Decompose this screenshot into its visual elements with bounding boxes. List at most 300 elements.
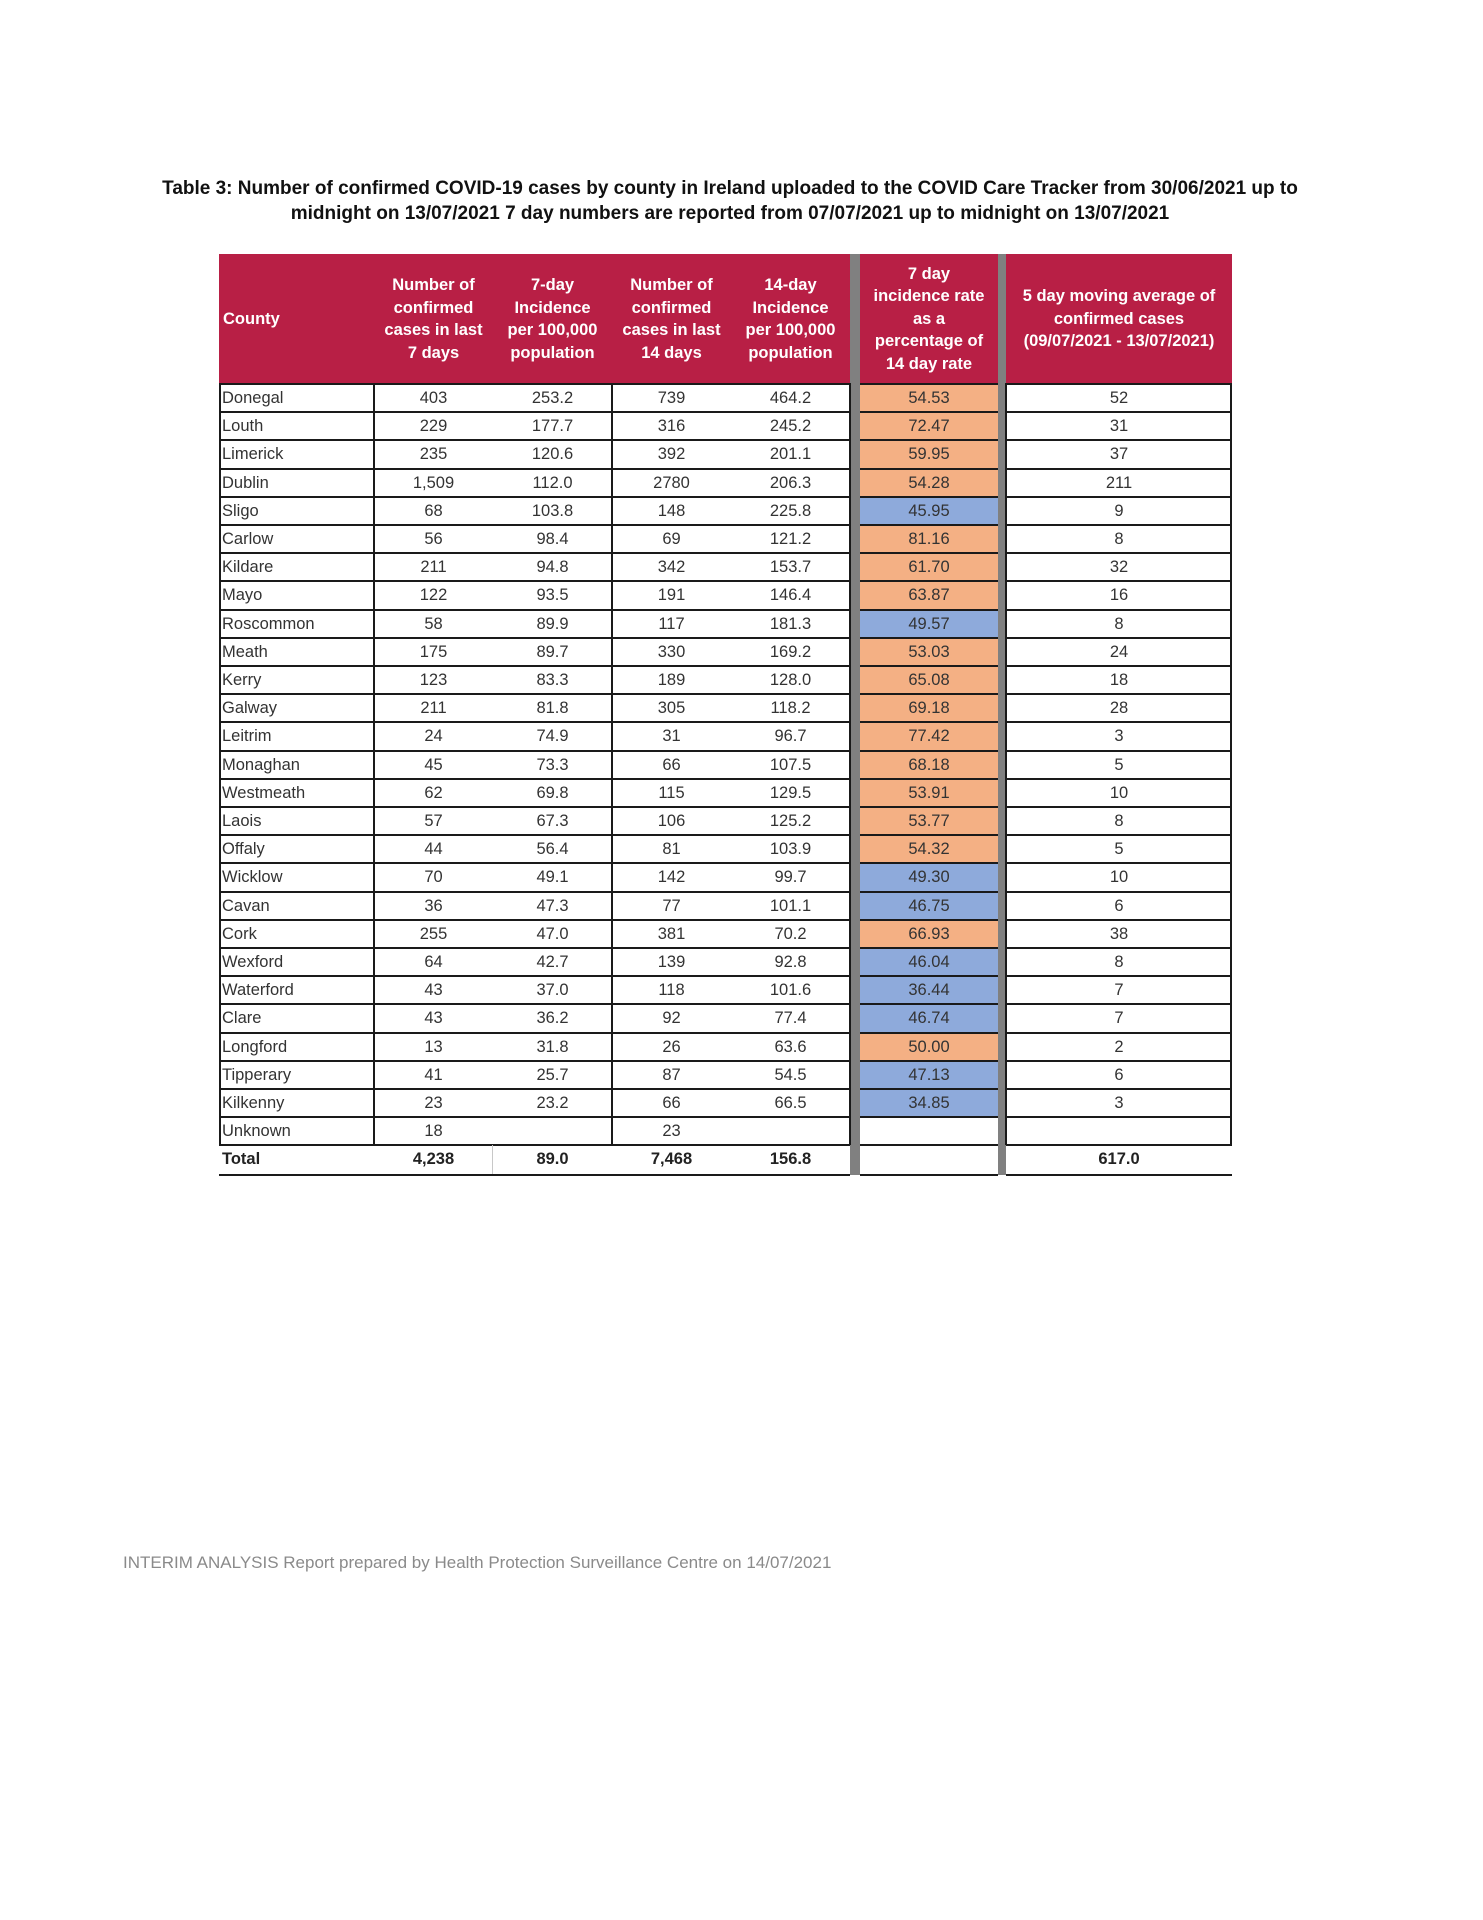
cell-cases14: 7,468 [650, 1150, 693, 1169]
cell-avg: 3 [1114, 1094, 1124, 1112]
grid-line [860, 834, 998, 836]
grid-line [1006, 665, 1232, 667]
table-row [219, 638, 1232, 666]
cell-cases7: 56 [424, 530, 443, 548]
table-row [219, 581, 1232, 609]
grid-line [860, 693, 998, 695]
table-row [219, 751, 1232, 779]
grid-line [1006, 1116, 1232, 1118]
cell-avg: 28 [1109, 699, 1129, 718]
cell-avg: 2 [1114, 1037, 1124, 1056]
cell-pct: 54.53 [860, 384, 998, 412]
grid-line [219, 947, 850, 949]
cell-avg: 24 [1109, 642, 1129, 661]
grid-line [1006, 947, 1232, 949]
cell-county: Unknown [222, 1122, 291, 1141]
grid-line [860, 721, 998, 723]
cell-cases7: 4,238 [412, 1150, 455, 1169]
cell-county: Total [222, 1150, 261, 1169]
cell-pct [860, 1145, 998, 1173]
grid-line [492, 1145, 493, 1173]
header-label: Number of confirmed cases in last 7 days [384, 276, 483, 362]
cell-county: Wicklow [222, 868, 283, 887]
header-cases-7-days [374, 254, 493, 384]
grid-line [1006, 1003, 1232, 1005]
cell-pct: 49.30 [860, 863, 998, 891]
cell-cases14: 31 [662, 727, 681, 746]
cell-county: Mayo [222, 586, 263, 605]
cell-inc7: 103.8 [531, 501, 574, 520]
grid-line [1006, 721, 1232, 723]
cell-cases7: 1,509 [412, 473, 455, 492]
table-row [219, 666, 1232, 694]
grid-line [219, 806, 850, 808]
cell-inc7: 31.8 [536, 1037, 569, 1056]
table-row [219, 779, 1232, 807]
cell-inc7: 49.1 [536, 868, 569, 887]
cell-inc14: 99.7 [774, 868, 807, 887]
table-row [219, 1033, 1232, 1061]
table-row [219, 948, 1232, 976]
header-cases-14-days [612, 254, 731, 384]
table-row [219, 440, 1232, 468]
header-label: 7 day incidence rate as a percentage of 14 day rate [873, 264, 985, 373]
cell-pct: 54.32 [860, 835, 998, 863]
cell-cases14: 139 [657, 953, 686, 971]
cell-county: Tipperary [222, 1065, 292, 1084]
cell-pct: 46.75 [860, 892, 998, 920]
cell-avg: 10 [1109, 783, 1129, 802]
grid-line [373, 383, 375, 1145]
cell-cases14: 739 [657, 389, 686, 407]
grid-line [860, 411, 998, 413]
cell-cases14: 142 [657, 868, 686, 887]
cell-cases14: 92 [662, 1009, 681, 1028]
cell-cases7: 255 [419, 924, 448, 943]
cell-cases14: 77 [662, 896, 681, 915]
cell-inc14: 118.2 [770, 699, 811, 718]
cell-cases7: 58 [424, 614, 443, 633]
grid-line [1006, 778, 1232, 780]
cell-county: Donegal [222, 389, 284, 407]
grid-line [860, 468, 998, 470]
cell-county: Westmeath [222, 783, 306, 802]
grid-line [219, 411, 850, 413]
grid-line [1006, 439, 1232, 441]
cell-inc14 [731, 1117, 850, 1145]
grid-line [1230, 383, 1232, 1145]
cell-cases14: 392 [657, 445, 686, 464]
cell-pct: 46.74 [860, 1004, 998, 1032]
cell-avg: 31 [1109, 417, 1129, 436]
grid-line [860, 1174, 998, 1176]
cell-avg: 9 [1114, 501, 1124, 520]
cell-avg: 6 [1114, 1065, 1124, 1084]
cell-inc7: 98.4 [536, 530, 569, 548]
cell-inc14: 128.0 [769, 671, 812, 689]
cell-avg: 6 [1114, 896, 1124, 915]
grid-line [1006, 919, 1232, 921]
grid-line [219, 834, 850, 836]
cell-inc7: 69.8 [536, 783, 569, 802]
grid-line [219, 919, 850, 921]
table-row [219, 497, 1232, 525]
grid-line [1006, 1144, 1232, 1146]
grid-line [1006, 750, 1232, 752]
cell-pct: 72.47 [860, 412, 998, 440]
cell-cases7: 403 [419, 389, 448, 407]
cell-pct: 47.13 [860, 1061, 998, 1089]
grid-line [219, 778, 850, 780]
cell-inc14: 225.8 [769, 501, 812, 520]
cell-pct: 66.93 [860, 920, 998, 948]
cell-cases7: 57 [424, 812, 443, 830]
cell-county: Clare [222, 1009, 262, 1028]
grid-line [1006, 580, 1232, 582]
header-label: 14-day Incidence per 100,000 population [745, 276, 836, 362]
cell-cases14: 106 [657, 812, 686, 830]
cell-cases7: 23 [424, 1094, 443, 1112]
cell-county: Sligo [222, 501, 259, 520]
grid-line [219, 439, 850, 441]
table-row [219, 976, 1232, 1004]
grid-line [219, 1032, 850, 1034]
grid-line [860, 891, 998, 893]
grid-line [1006, 496, 1232, 498]
grid-line [219, 1174, 850, 1176]
header-label: 7-day Incidence per 100,000 population [507, 276, 598, 362]
cell-inc7: 81.8 [536, 699, 569, 718]
grid-line [219, 496, 850, 498]
total-row [219, 1145, 1232, 1173]
cell-cases7: 24 [424, 727, 443, 746]
grid-line [860, 1003, 998, 1005]
cell-cases7: 64 [424, 953, 443, 971]
cell-county: Kildare [222, 558, 274, 577]
cell-cases7: 68 [424, 501, 443, 520]
cell-county: Kerry [222, 671, 262, 689]
table-row [219, 722, 1232, 750]
cell-cases7: 44 [424, 840, 443, 859]
cell-pct: 45.95 [860, 497, 998, 525]
table-row [219, 1061, 1232, 1089]
cell-pct: 65.08 [860, 666, 998, 694]
table-title-line1: Table 3: Number of confirmed COVID-19 cases by county in Ireland uploaded to the COVID Care Tracker from 30/06/2021 up to [162, 178, 1298, 199]
cell-avg: 211 [1105, 473, 1133, 492]
cell-cases14: 148 [657, 501, 686, 520]
table-row [219, 525, 1232, 553]
table-row [219, 1089, 1232, 1117]
cell-cases14: 316 [657, 417, 686, 436]
grid-line [860, 919, 998, 921]
grid-line [860, 947, 998, 949]
grid-line [860, 637, 998, 639]
cell-pct: 34.85 [860, 1089, 998, 1117]
cell-cases14: 66 [662, 755, 681, 774]
grid-line [219, 524, 850, 526]
cell-avg: 8 [1114, 953, 1124, 971]
cell-inc7: 89.7 [536, 642, 569, 661]
cell-pct: 68.18 [860, 751, 998, 779]
grid-line [219, 693, 850, 695]
grid-line [860, 1060, 998, 1062]
cell-inc14: 156.8 [769, 1150, 812, 1169]
grid-line [219, 975, 850, 977]
cell-inc7: 47.3 [536, 896, 569, 915]
grid-line [219, 1088, 850, 1090]
cell-pct: 49.57 [860, 610, 998, 638]
cell-cases7: 211 [420, 699, 447, 718]
grid-line [1006, 975, 1232, 977]
cell-avg: 7 [1114, 981, 1124, 1000]
cell-pct: 50.00 [860, 1033, 998, 1061]
cell-county: Louth [222, 417, 264, 436]
grid-line [860, 524, 998, 526]
grid-line [219, 637, 850, 639]
cell-avg: 617.0 [1098, 1150, 1140, 1169]
cell-avg [1006, 1117, 1232, 1145]
grid-line [860, 1144, 998, 1146]
grid-line [860, 439, 998, 441]
table-row [219, 835, 1232, 863]
grid-line [860, 552, 998, 554]
header-incidence-7-day [493, 254, 612, 384]
table-row [219, 694, 1232, 722]
cell-county: Monaghan [222, 755, 300, 774]
cell-cases14: 26 [662, 1037, 681, 1056]
cell-cases7: 18 [424, 1122, 443, 1141]
cell-cases14: 117 [658, 614, 685, 633]
cell-avg: 7 [1114, 1009, 1124, 1028]
cell-pct: 53.03 [860, 638, 998, 666]
cell-inc7: 83.3 [536, 671, 569, 689]
header-incidence-14-day [731, 254, 850, 384]
cell-cases7: 62 [424, 783, 443, 802]
table-row [219, 412, 1232, 440]
cell-county: Roscommon [222, 614, 315, 633]
cell-inc7: 177.7 [531, 417, 574, 436]
cell-avg: 52 [1109, 389, 1129, 407]
cell-inc14: 63.6 [774, 1037, 807, 1056]
grid-line [860, 580, 998, 582]
grid-line [1006, 862, 1232, 864]
cell-inc7: 47.0 [536, 924, 569, 943]
cell-inc14: 70.2 [774, 924, 807, 943]
cell-cases14: 189 [657, 671, 686, 689]
grid-line [860, 383, 998, 385]
grid-line [1006, 468, 1232, 470]
cell-inc14: 54.5 [774, 1065, 807, 1084]
table-row [219, 807, 1232, 835]
cell-county: Kilkenny [222, 1094, 285, 1112]
grid-line [860, 1116, 998, 1118]
cell-inc14: 169.2 [769, 642, 812, 661]
cell-pct: 53.77 [860, 807, 998, 835]
cell-inc14: 464.2 [769, 389, 812, 407]
cell-avg: 16 [1109, 586, 1129, 605]
cell-cases14: 118 [658, 981, 685, 1000]
cell-inc14: 77.4 [774, 1009, 807, 1028]
grid-line [860, 1032, 998, 1034]
cell-avg: 8 [1114, 530, 1124, 548]
cell-cases7: 235 [419, 445, 448, 464]
cell-inc14: 206.3 [769, 473, 812, 492]
cell-inc14: 121.2 [769, 530, 812, 548]
grid-line [1006, 1060, 1232, 1062]
grid-line [860, 778, 998, 780]
grid-line [860, 806, 998, 808]
cell-cases7: 45 [424, 755, 443, 774]
cell-inc14: 201.1 [769, 445, 812, 464]
cell-cases14: 23 [662, 1122, 681, 1141]
grid-line [860, 496, 998, 498]
cell-county: Dublin [222, 473, 269, 492]
grid-line [1006, 552, 1232, 554]
cell-cases14: 69 [662, 530, 681, 548]
cell-avg: 32 [1109, 558, 1129, 577]
cell-pct [860, 1117, 998, 1145]
grid-line [219, 552, 850, 554]
grid-line [1006, 693, 1232, 695]
cell-cases7: 122 [419, 586, 448, 605]
cell-avg: 5 [1114, 755, 1124, 774]
grid-line [219, 1003, 850, 1005]
grid-line [1006, 524, 1232, 526]
cell-inc14: 129.5 [769, 783, 812, 802]
cell-avg: 8 [1114, 614, 1124, 633]
cell-pct: 81.16 [860, 525, 998, 553]
cell-cases14: 381 [657, 924, 686, 943]
cell-county: Galway [222, 699, 278, 718]
grid-line [219, 580, 850, 582]
cell-county: Carlow [222, 530, 274, 548]
cell-cases14: 115 [658, 783, 685, 802]
grid-line [1006, 891, 1232, 893]
cell-county: Wexford [222, 953, 284, 971]
cell-cases7: 36 [424, 896, 443, 915]
table-row [219, 892, 1232, 920]
cell-cases7: 43 [424, 1009, 443, 1028]
cell-avg: 3 [1114, 727, 1124, 746]
cell-inc14: 181.3 [769, 614, 812, 633]
cell-cases14: 2780 [653, 473, 690, 492]
cell-avg: 37 [1109, 445, 1129, 464]
cell-inc14: 153.7 [769, 558, 812, 577]
grid-line [611, 383, 613, 1145]
grid-line [219, 862, 850, 864]
cell-inc7: 120.6 [531, 445, 574, 464]
grid-line [1006, 834, 1232, 836]
grid-line [219, 1144, 850, 1146]
grid-line [1006, 411, 1232, 413]
grid-line [860, 975, 998, 977]
grid-line [219, 609, 850, 611]
cell-inc7: 23.2 [536, 1094, 569, 1112]
cell-cases14: 330 [657, 642, 686, 661]
cell-inc7: 74.9 [536, 727, 569, 746]
cell-county: Waterford [222, 981, 294, 1000]
header-county: County [219, 254, 374, 384]
header-label: Number of confirmed cases in last 14 days [622, 276, 721, 362]
table-row [219, 1117, 1232, 1145]
cell-inc7: 93.5 [536, 586, 569, 605]
header-pct-of-14-day-rate [860, 254, 998, 384]
grid-line [219, 1060, 850, 1062]
cell-inc14: 146.4 [769, 586, 812, 605]
grid-line [219, 721, 850, 723]
cell-inc7: 56.4 [536, 840, 569, 859]
cell-inc7: 25.7 [536, 1065, 569, 1084]
cell-inc14: 101.1 [769, 896, 812, 915]
cell-county: Offaly [222, 840, 265, 859]
cell-inc14: 103.9 [769, 840, 812, 859]
table-row [219, 610, 1232, 638]
cell-pct: 69.18 [860, 694, 998, 722]
cell-inc7: 89.0 [536, 1150, 569, 1169]
cell-cases7: 175 [419, 642, 448, 661]
table-title-line2: midnight on 13/07/2021 7 day numbers are reported from 07/07/2021 up to midnight on 13/07/2021 [290, 203, 1170, 224]
grid-line [1005, 383, 1007, 1145]
cell-county: Cavan [222, 896, 270, 915]
cell-cases7: 13 [424, 1037, 443, 1056]
grid-line [219, 891, 850, 893]
grid-line [860, 862, 998, 864]
cell-inc7: 37.0 [536, 981, 569, 1000]
cell-cases14: 87 [662, 1065, 681, 1084]
cell-inc14: 96.7 [774, 727, 807, 746]
cell-inc14: 107.5 [769, 755, 812, 774]
grid-line [219, 750, 850, 752]
cell-cases7: 211 [420, 558, 447, 577]
cell-inc7: 67.3 [536, 812, 569, 830]
table-row [219, 384, 1232, 412]
grid-line [1006, 637, 1232, 639]
cell-county: Cork [222, 924, 257, 943]
table-row [219, 553, 1232, 581]
cell-cases14: 66 [662, 1094, 681, 1112]
grid-line [860, 750, 998, 752]
cell-inc14: 245.2 [769, 417, 812, 436]
cell-inc7: 73.3 [536, 755, 569, 774]
cell-pct: 63.87 [860, 581, 998, 609]
grid-line [860, 609, 998, 611]
cell-cases7: 123 [419, 671, 448, 689]
grid-line [219, 383, 221, 1145]
cell-pct: 46.04 [860, 948, 998, 976]
cell-cases7: 43 [424, 981, 443, 1000]
grid-line [1006, 383, 1232, 385]
grid-line [1006, 609, 1232, 611]
grid-line [219, 468, 850, 470]
cell-cases14: 81 [662, 840, 681, 859]
cell-inc7: 36.2 [536, 1009, 569, 1028]
cell-cases7: 229 [419, 417, 448, 436]
cell-inc7: 112.0 [532, 473, 573, 492]
cell-pct: 53.91 [860, 779, 998, 807]
cell-inc14: 92.8 [774, 953, 807, 971]
cell-inc14: 101.6 [769, 981, 812, 1000]
cell-cases14: 342 [657, 558, 686, 577]
table-row [219, 469, 1232, 497]
cell-county: Longford [222, 1037, 288, 1056]
cell-inc7: 94.8 [536, 558, 569, 577]
grid-line [1006, 806, 1232, 808]
cell-inc14: 125.2 [769, 812, 812, 830]
cell-county: Meath [222, 642, 268, 661]
header-label: 5 day moving average of confirmed cases (09/07/2021 - 13/07/2021) [1022, 287, 1216, 351]
cell-pct: 54.28 [860, 469, 998, 497]
header-5-day-moving-average [1006, 254, 1232, 384]
